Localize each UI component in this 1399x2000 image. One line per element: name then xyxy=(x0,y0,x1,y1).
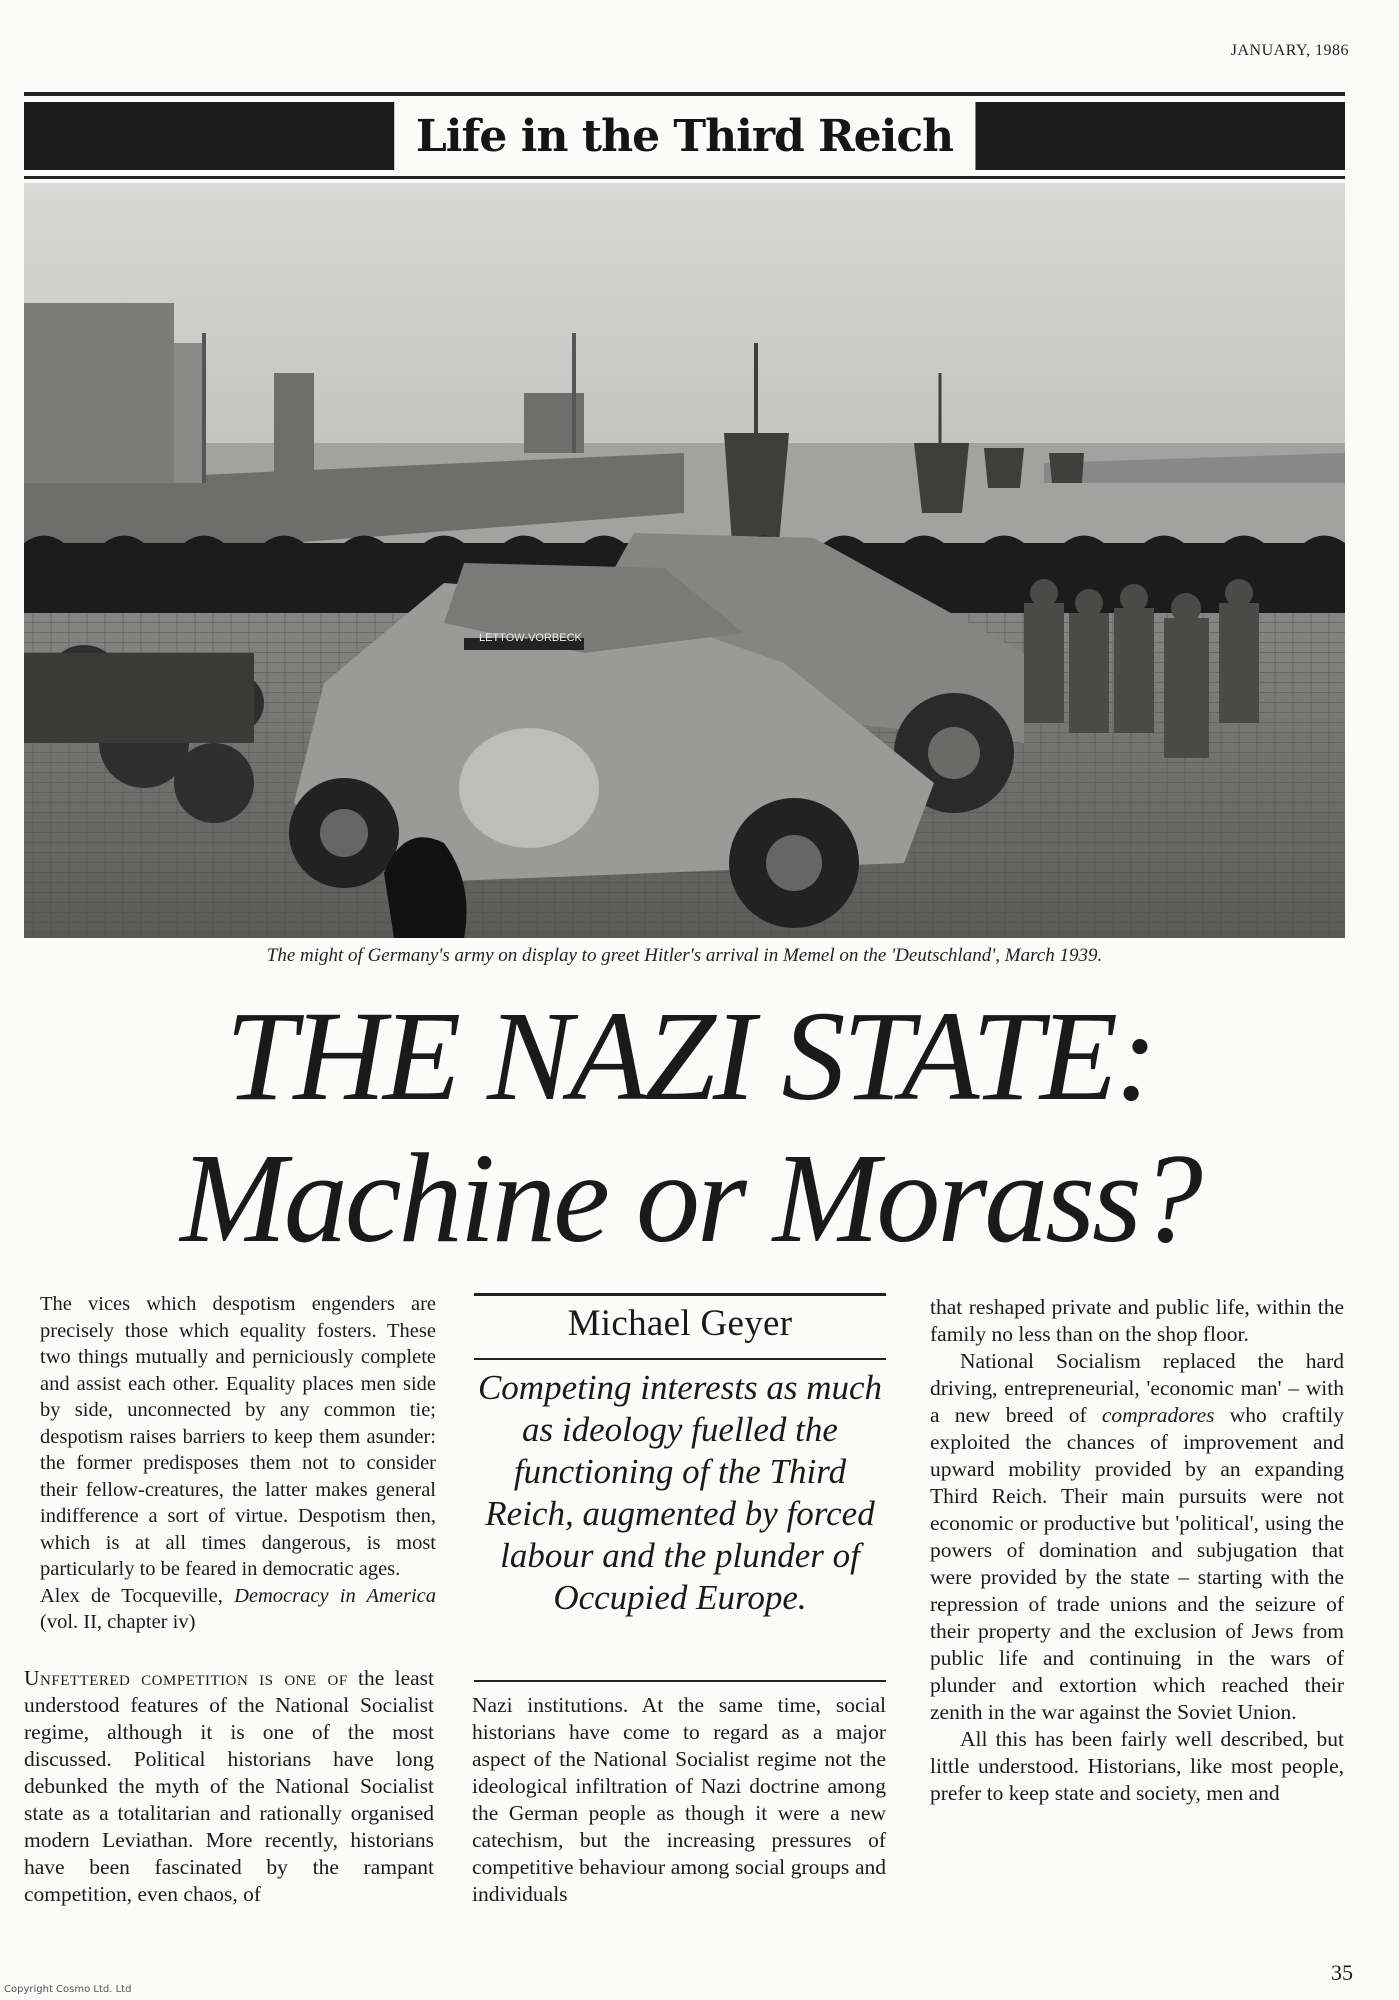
author-rule-bottom xyxy=(474,1358,886,1360)
copyright-notice: Copyright Cosmo Ltd. Ltd xyxy=(4,1984,132,1995)
harbour-parade-photo xyxy=(24,183,1345,938)
column-3-para-2: National Socialism replaced the hard driving, entrepreneurial, 'economic man' – with a new breed of compradores who craftily exploited the chances of improvement and upward mobility provided by an expanding Third Reich. Their main pursuits were not economic or productive but 'political', using the powers of domination and subjugation that were provided by the state – starting with the repression of trade unions and the seizure of their property and the exclusion of Jews from public life and continuing in the wars of plunder and extortion which reached their zenith in the war against the Soviet Union. xyxy=(930,1349,1344,1724)
body-column-2 xyxy=(472,1692,886,1908)
photo-caption: The might of Germany's army on display to greet Hitler's arrival in Memel on the 'Deutschland', March 1939. xyxy=(266,945,1103,966)
headline-line-2: Machine or Morass? xyxy=(180,1127,1200,1269)
article-headline xyxy=(40,985,1340,1269)
lead-in: Unfettered competition is one of xyxy=(24,1666,348,1690)
author-name: Michael Geyer xyxy=(567,1303,793,1344)
banner-under-rule xyxy=(24,176,1345,179)
banner-label-box xyxy=(394,102,975,170)
standfirst-rule xyxy=(474,1680,886,1682)
epigraph-quote: The vices which despotism engenders are precisely those which equality fosters. These two things mutually and perniciously complete and assist each other. Equality places men side by side, unconnected by any common tie; despotism raises barriers to keep them asunder: the former predisposes them not to consider their fellow-creatures, the latter makes general indifference a sort of virtue. Despotism then, which is at all times dangerous, is most particularly to be feared in democratic ages. xyxy=(40,1293,436,1580)
body-column-3 xyxy=(930,1294,1344,1807)
vehicle-marking: LETTOW-VORBECK xyxy=(479,632,582,644)
column-2-text: Nazi institutions. At the same time, social historians have come to regard as a major aspect of the National Socialist regime not the ideological infiltration of Nazi doctrine among the German people as though it were a new catechism, but the increasing pressures of competitive behaviour among social groups and individuals xyxy=(472,1693,886,1906)
epigraph-attribution: Alex de Tocqueville, Democracy in America (vol. II, chapter iv) xyxy=(40,1584,436,1633)
column-3-para-3: All this has been fairly well described, but little understood. Historians, like most people, prefer to keep state and society, men and xyxy=(930,1727,1344,1805)
issue-date: JANUARY, 1986 xyxy=(1230,42,1349,59)
headline-line-1: THE NAZI STATE: xyxy=(225,985,1155,1127)
top-rule xyxy=(24,92,1345,96)
epigraph xyxy=(40,1291,436,1636)
column-3-para-1: that reshaped private and public life, within the family no less than on the shop floor. xyxy=(930,1295,1344,1346)
standfirst: Competing interests as much as ideology fuelled the functioning of the Third Reich, augmented by forced labour and the plunder of Occupied Europe. xyxy=(477,1368,883,1617)
section-banner xyxy=(24,102,1345,170)
author-rule-top xyxy=(474,1293,886,1296)
page-number: 35 xyxy=(1331,1960,1353,1985)
column-1-text: the least understood features of the National Socialist regime, although it is one of the most discussed. Political historians have long debunked the myth of the National Socialist state as a totalitarian and rationally organised modern Leviathan. More recently, historians have been fascinated by the rampant competition, even chaos, of xyxy=(24,1666,434,1906)
body-column-1 xyxy=(24,1665,434,1908)
section-title: Life in the Third Reich xyxy=(415,110,954,162)
